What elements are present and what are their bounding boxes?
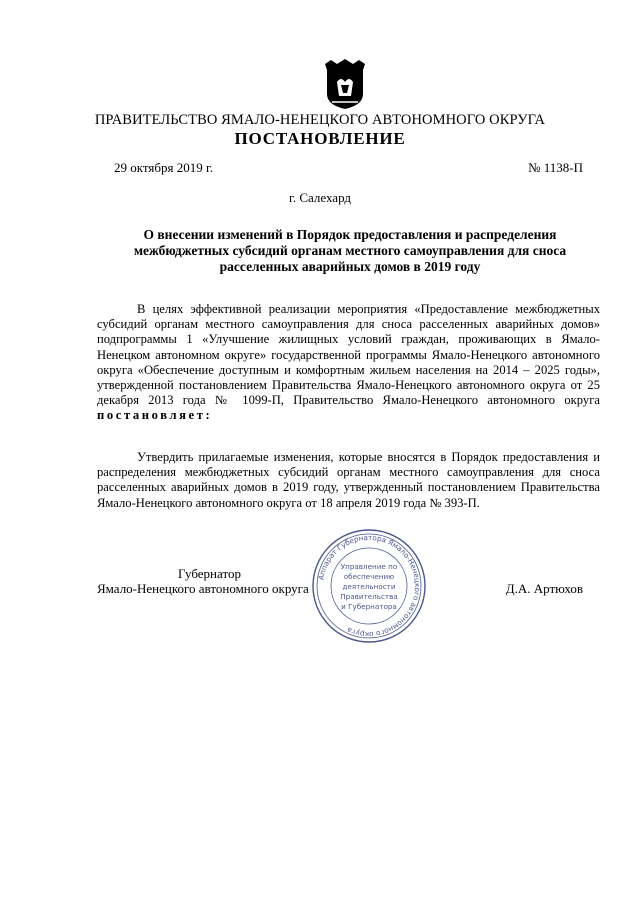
seal-inner-line: обеспечению bbox=[343, 572, 395, 581]
document-type: ПОСТАНОВЛЕНИЕ bbox=[234, 129, 406, 148]
preamble-text: В целях эффективной реализации мероприятия «Предоставление межбюджетных субсидий органам местного самоуправления для сноса расселенных аварийных домов» подпрограммы 1 «Улучшение жилищных условий граждан, проживающих в Ямало-Ненецком автономном округе» государственной программы Ямало-Ненецкого автономного округа «Обеспечение доступным и комфортным жильем населения на 2014 – 2025 годы», утвержденной постановлением Правительства Ямало-Ненецкого автономного округа от 25 декабря 2013 года № 1099-П, Правительство Ямало-Ненецкого автономного округа bbox=[97, 302, 600, 408]
body-paragraph-preamble bbox=[97, 302, 600, 424]
title-line: О внесении изменений в Порядок предоставления и распределения bbox=[143, 227, 557, 242]
document-title bbox=[100, 227, 600, 275]
title-line: межбюджетных субсидий органам местного самоуправления для сноса bbox=[133, 243, 567, 258]
coat-of-arms-icon bbox=[322, 58, 368, 110]
signatory-title: Губернатор bbox=[178, 566, 241, 581]
seal-inner-line: и Губернатора bbox=[341, 602, 397, 611]
document-date: 29 октября 2019 г. bbox=[114, 160, 214, 175]
government-name: ПРАВИТЕЛЬСТВО ЯМАЛО-НЕНЕЦКОГО АВТОНОМНОГО ОКРУГА bbox=[94, 112, 546, 128]
signatory-organization: Ямало-Ненецкого автономного округа bbox=[97, 581, 309, 596]
seal-inner-line: Правительства bbox=[340, 592, 398, 601]
official-seal-stamp bbox=[310, 527, 428, 645]
body-paragraph-decision: Утвердить прилагаемые изменения, которые вносятся в Порядок предоставления и распределения межбюджетных субсидий органам местного самоуправления для сноса расселенных аварийных домов в 2019 году, утвержденный постановлением Правительства Ямало-Ненецкого автономного округа от 18 апреля 2019 года № 393-П. bbox=[97, 450, 600, 510]
seal-inner-line: Управление по bbox=[340, 562, 398, 571]
resolution-keyword: постановляет: bbox=[97, 408, 213, 423]
document-number: № 1138-П bbox=[528, 160, 583, 175]
seal-ring-path: Аппарат Губернатора Ямало-Ненецкого автономного округа bbox=[316, 532, 423, 640]
title-line: расселенных аварийных домов в 2019 году bbox=[219, 259, 481, 274]
seal-inner-line: деятельности bbox=[342, 582, 396, 591]
signatory-name: Д.А. Артюхов bbox=[505, 581, 583, 596]
document-city: г. Салехард bbox=[288, 190, 352, 205]
